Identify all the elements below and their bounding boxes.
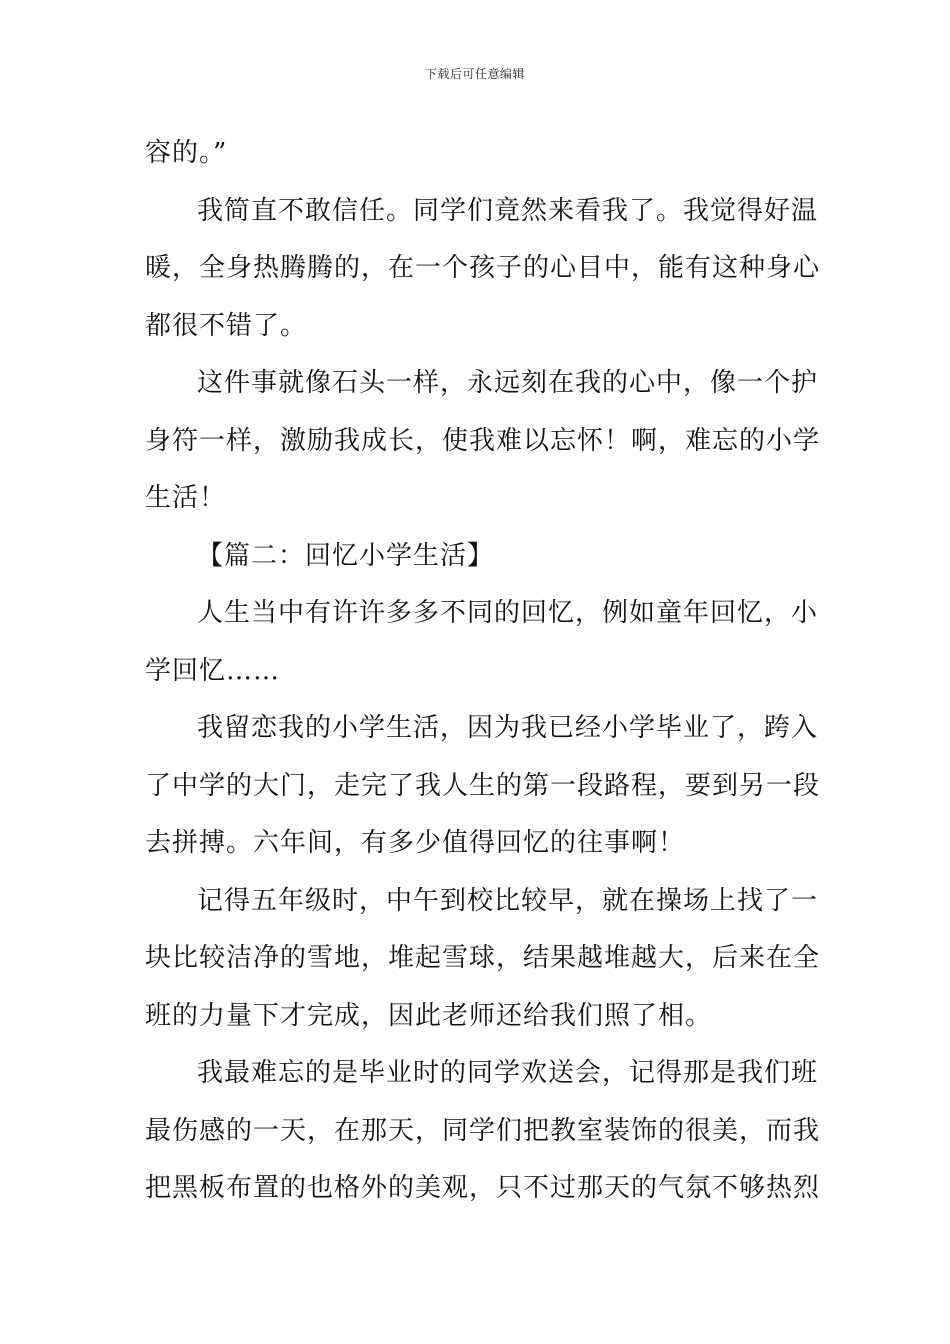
paragraph-6-line-2: 班的力量下才完成，因此老师还给我们照了相。 bbox=[145, 1000, 713, 1031]
paragraph-1-line-0: 我简直不敢信任。同学们竟然来看我了。我觉得好温 bbox=[197, 195, 819, 226]
paragraph-5-line-1: 了中学的大门，走完了我人生的第一段路程，要到另一段 bbox=[145, 770, 821, 801]
paragraph-6-line-0: 记得五年级时，中午到校比较早，就在操场上找了一 bbox=[197, 885, 819, 916]
page-header: 下载后可任意编辑 bbox=[424, 67, 525, 81]
paragraph-3-line-0: 【篇二：回忆小学生活】 bbox=[197, 540, 495, 571]
document-body bbox=[145, 125, 821, 1218]
paragraph-6-line-1: 块比较洁净的雪地，堆起雪球，结果越堆越大，后来在全 bbox=[145, 943, 821, 973]
paragraph-4-line-0: 人生当中有许许多多不同的回忆，例如童年回忆，小 bbox=[197, 598, 819, 628]
paragraph-2-line-1: 身符一样，激励我成长，使我难以忘怀！啊，难忘的小学 bbox=[145, 425, 821, 456]
paragraph-1-line-1: 暖，全身热腾腾的，在一个孩子的心目中，能有这种身心 bbox=[145, 253, 821, 283]
paragraph-2-line-0: 这件事就像石头一样，永远刻在我的心中，像一个护 bbox=[197, 368, 819, 398]
paragraph-5-line-0: 我留恋我的小学生活，因为我已经小学毕业了，跨入 bbox=[197, 713, 819, 743]
paragraph-0-line-0: 容的。” bbox=[145, 138, 228, 168]
paragraph-7-line-2: 把黑板布置的也格外的美观，只不过那天的气氛不够热烈 bbox=[145, 1173, 821, 1203]
paragraph-7-line-0: 我最难忘的是毕业时的同学欢送会，记得那是我们班 bbox=[197, 1058, 819, 1088]
paragraph-7-line-1: 最伤感的一天，在那天，同学们把教室装饰的很美，而我 bbox=[145, 1115, 821, 1146]
paragraph-5-line-2: 去拼搏。六年间，有多少值得回忆的往事啊！ bbox=[145, 828, 686, 858]
paragraph-2-line-2: 生活！ bbox=[145, 483, 227, 513]
paragraph-4-line-1: 学回忆…… bbox=[145, 655, 281, 686]
paragraph-1-line-2: 都很不错了。 bbox=[145, 310, 308, 341]
